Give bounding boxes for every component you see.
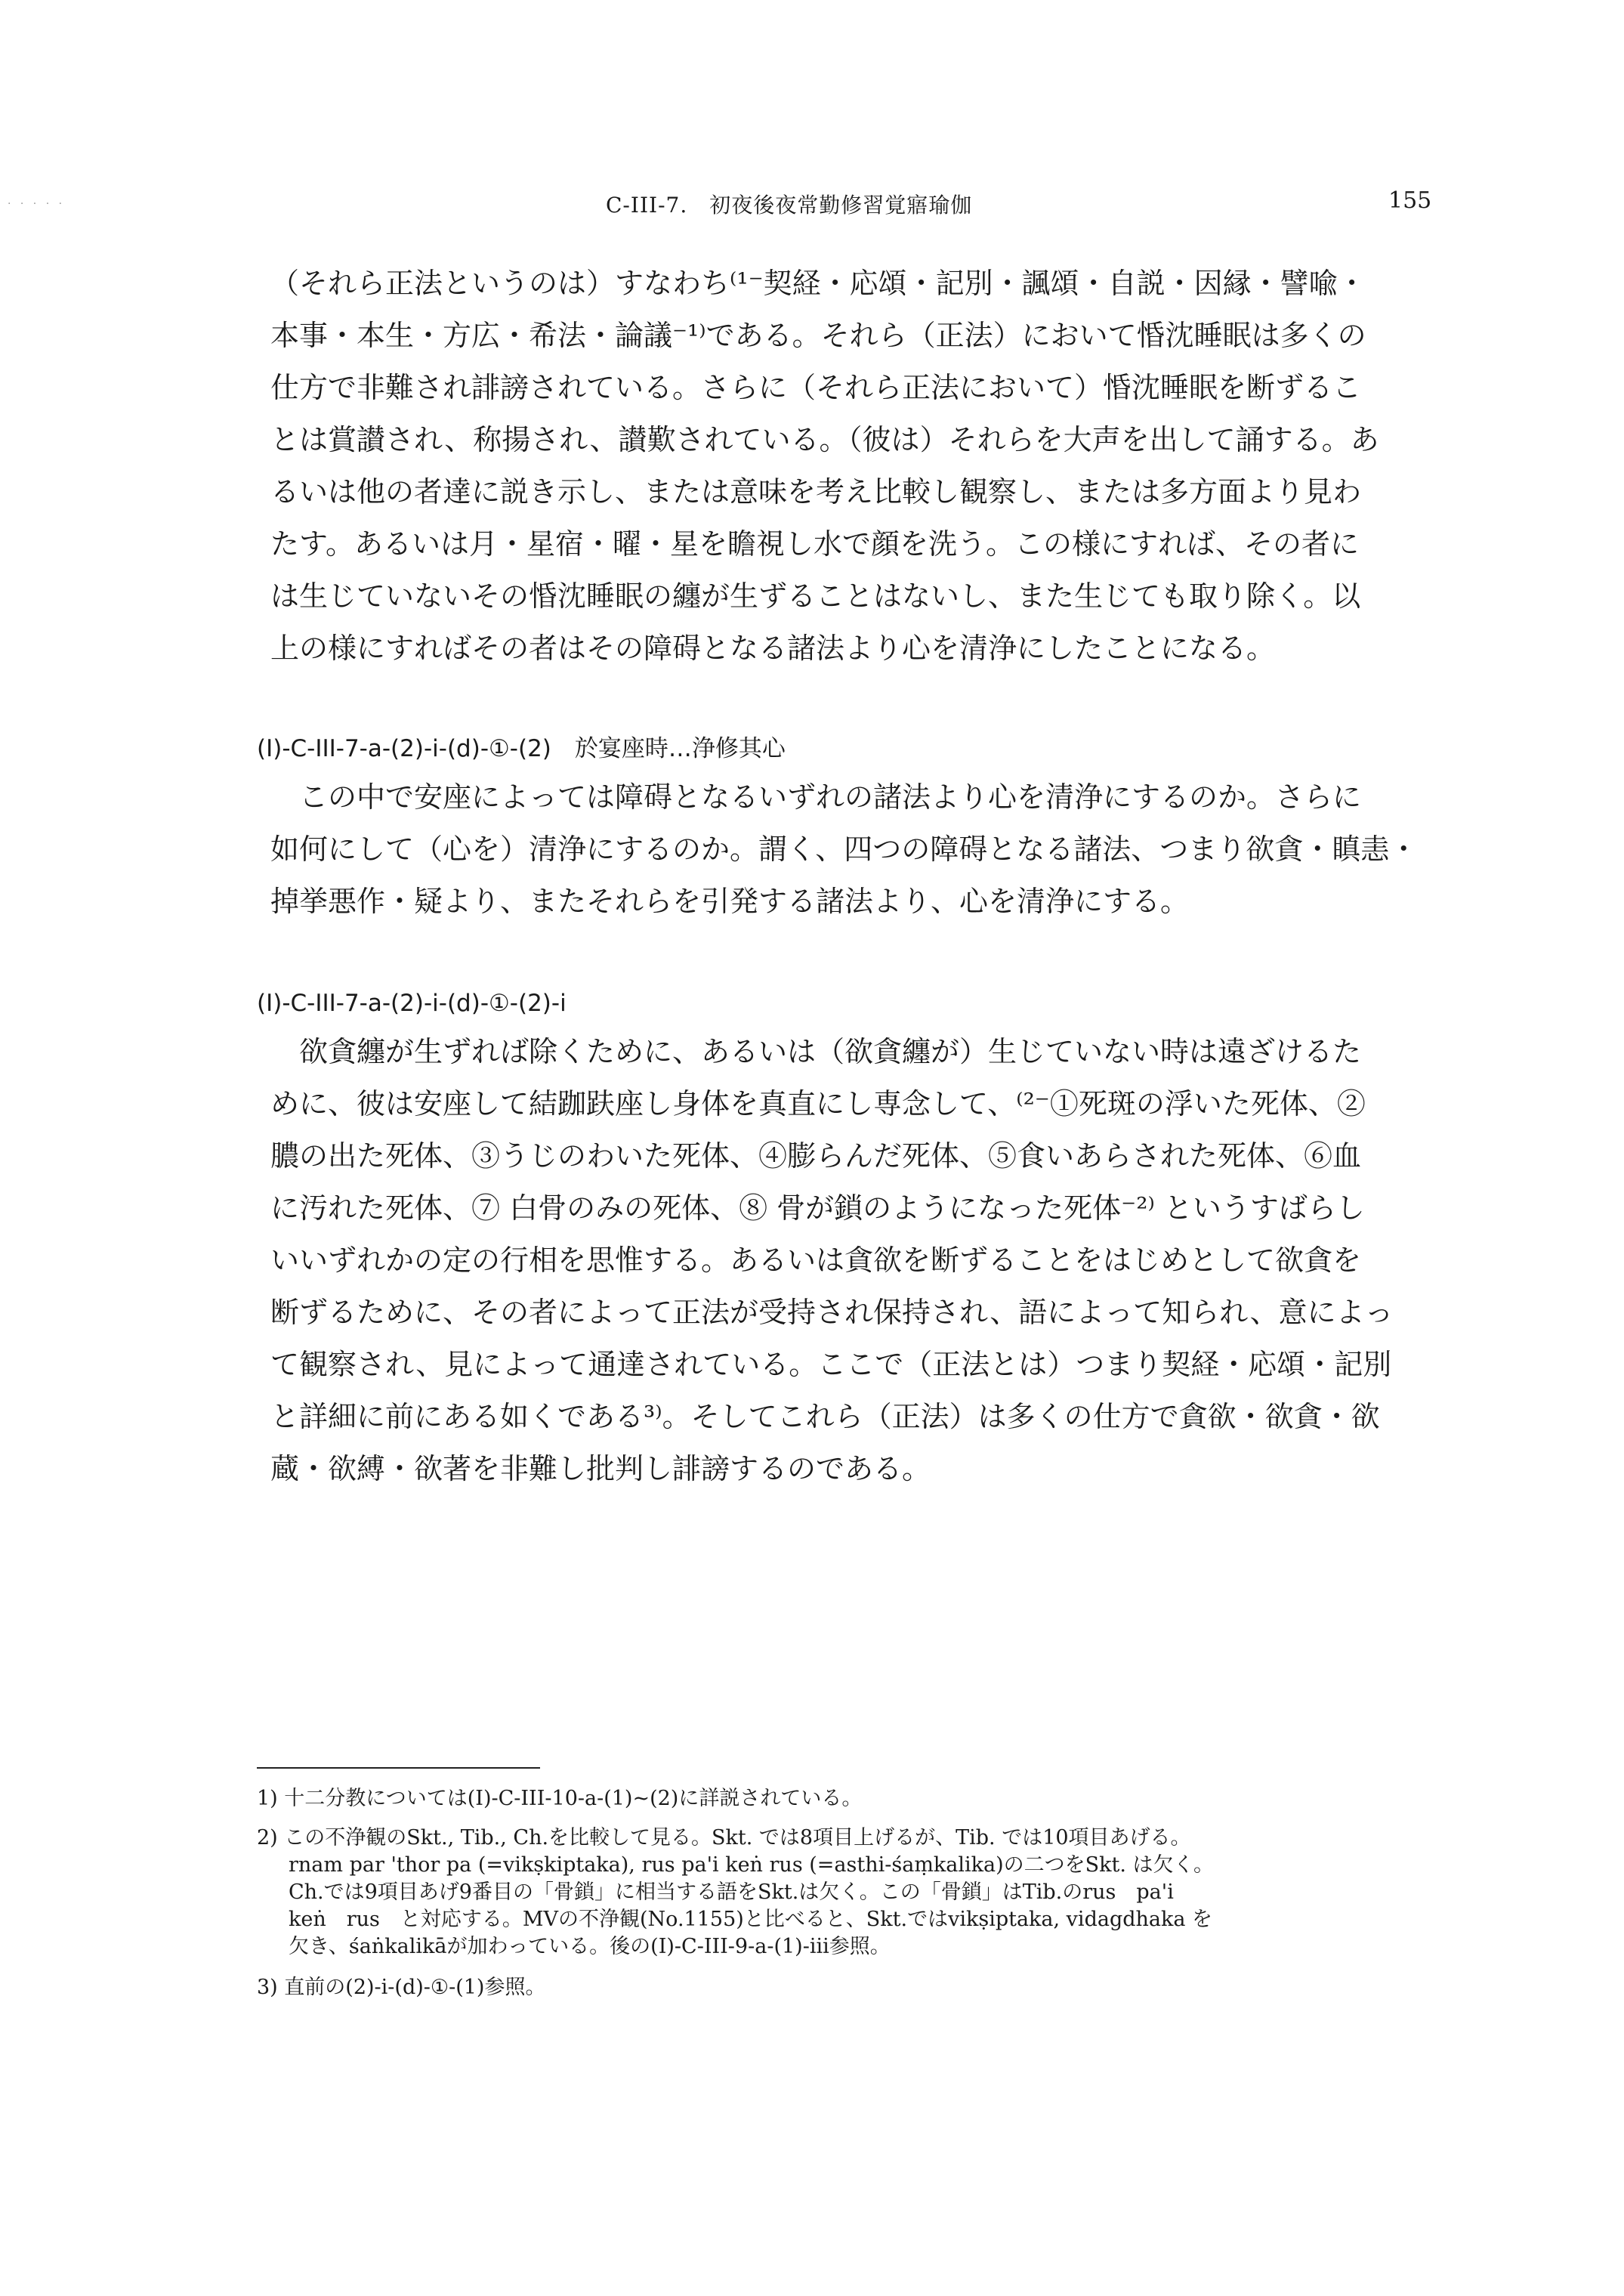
text-line: 欲貪纏が生ずれば除くために、あるいは（欲貪纏が）生じていない時は遠ざけるた — [270, 1035, 1362, 1068]
text-line: この中で安座によっては障碍となるいずれの諸法より心を清浄にするのか。さらに — [270, 780, 1362, 814]
text-line: 如何にして（心を）清浄にするのか。謂く、四つの障碍となる諸法、つまり欲貪・瞋恚・ — [270, 833, 1419, 866]
footnote-2-line: 欠き、śaṅkalikāが加わっている。後の(I)-C-III-9-a-(1)-iii参照。 — [289, 1935, 891, 1958]
section-heading: (I)-C-III-7-a-(2)-i-(d)-①-(2) 於宴座時…浄修其心 — [257, 735, 786, 762]
text-line: と詳細に前にある如くである³⁾。そしてこれら（正法）は多くの仕方で貪欲・欲貪・欲 — [270, 1400, 1380, 1433]
footnote-divider — [257, 1767, 540, 1769]
text-line: めに、彼は安座して結跏趺座し身体を真直にし専念して、⁽²⁻①死斑の浮いた死体、② — [270, 1087, 1366, 1120]
text-line: 上の様にすればその者はその障碍となる諸法より心を清浄にしたことになる。 — [270, 632, 1276, 665]
text-line: 膿の出た死体、③うじのわいた死体、④膨らんだ死体、⑤食いあらされた死体、⑥血 — [270, 1139, 1362, 1173]
text-line: 断ずるために、その者によって正法が受持され保持され、語によって知られ、意によっ — [270, 1296, 1394, 1329]
text-line: （それら正法というのは）すなわち⁽¹⁻契経・応頌・記別・諷頌・自説・因縁・譬喩・ — [270, 267, 1366, 300]
footnote-2-line: Ch.では9項目あげ9番目の「骨鎖」に相当する語をSkt.は欠く。この「骨鎖」はTib.のrus pa'i — [289, 1880, 1174, 1904]
footnote-2-line: rnam par 'thor pa (=vikṣkiptaka), rus pa'i keṅ rus (=asthi-śaṃkalika)の二つをSkt. は欠く。 — [289, 1853, 1214, 1877]
text-line: 掉挙悪作・疑より、またそれらを引発する諸法より、心を清浄にする。 — [270, 885, 1190, 918]
text-line: るいは他の者達に説き示し、または意味を考え比較し観察し、または多方面より見わ — [270, 475, 1362, 508]
footnote-2-line: keṅ rus と対応する。MVの不浄観(No.1155)と比べると、Skt.ではvikṣiptaka, vidagdhaka を — [289, 1908, 1213, 1931]
text-line: に汚れた死体、⑦ 白骨のみの死体、⑧ 骨が鎖のようになった死体⁻²⁾ というすばらし — [270, 1191, 1365, 1225]
text-line: 本事・本生・方広・希法・論議⁻¹⁾である。それら（正法）において惛沈睡眠は多くの — [270, 319, 1366, 352]
text-line: て観察され、見によって通達されている。ここで（正法とは）つまり契経・応頌・記別 — [270, 1348, 1392, 1381]
running-header: C-III-7. 初夜後夜常勤修習覚寤瑜伽 — [606, 193, 973, 218]
text-line: とは賞讃され、称揚され、讃歎されている。（彼は）それらを大声を出して誦する。あ — [270, 423, 1379, 456]
text-line: たす。あるいは月・星宿・曜・星を瞻視し水で顔を洗う。この様にすれば、その者に — [270, 527, 1359, 561]
footnote-1: 1) 十二分教については(I)-C-III-10-a-(1)~(2)に詳説されている。 — [257, 1787, 863, 1810]
text-line: 仕方で非難され誹謗されている。さらに（それら正法において）惛沈睡眠を断ずるこ — [270, 371, 1362, 404]
footnote-3: 3) 直前の(2)-i-(d)-①-(1)参照。 — [257, 1976, 546, 1999]
text-line: 蔵・欲縛・欲著を非難し批判し誹謗するのである。 — [270, 1452, 931, 1485]
text-line: は生じていないその惛沈睡眠の纏が生ずることはないし、また生じても取り除く。以 — [270, 579, 1361, 613]
scan-artifact: · · · · · — [8, 198, 66, 210]
page-number: 155 — [1388, 187, 1432, 214]
section-heading: (I)-C-III-7-a-(2)-i-(d)-①-(2)-i — [257, 990, 567, 1017]
footnote-2: 2) この不浄観のSkt., Tib., Ch.を比較して見る。Skt. では8項目上げるが、Tib. では10項目あげる。 — [257, 1826, 1191, 1849]
text-line: いいずれかの定の行相を思惟する。あるいは貪欲を断ずることをはじめとして欲貪を — [270, 1244, 1362, 1277]
